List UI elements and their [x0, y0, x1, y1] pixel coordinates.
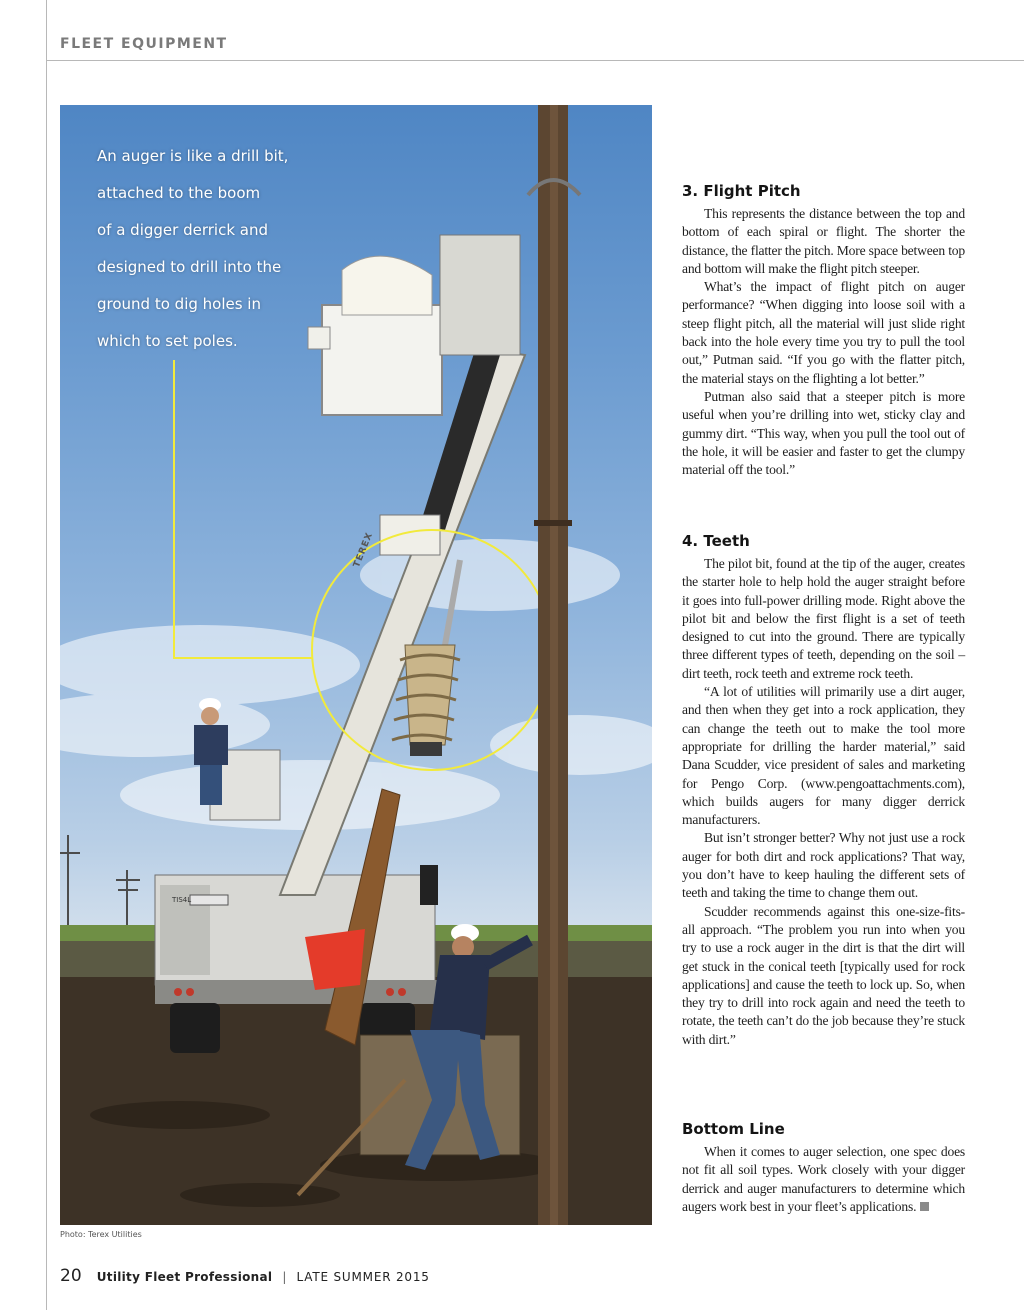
caption-line: which to set poles.: [97, 332, 238, 350]
paragraph: The pilot bit, found at the tip of the auger, creates the starter hole to help hold the auger straight before it goes into full-power drilling mode. Right above the pilot bit and below the first flight is a set of teeth designed to cut into the ground. There are typically three different types of teeth, depending on the soil – dirt teeth, rock teeth and extreme rock teeth.: [682, 556, 965, 681]
photo-credit: Photo: Terex Utilities: [60, 1230, 142, 1239]
truck-plate: TIS4L: [172, 896, 192, 904]
callout-leader-line: [174, 360, 312, 658]
paragraph-text: When it comes to auger selection, one spec does not fit all soil types. Work closely with your digger derrick and auger manufacturers to determine which augers work best in your fleet’s applications.: [682, 1144, 965, 1214]
heading-teeth: 4. Teeth: [682, 532, 750, 550]
caption-line: of a digger derrick and: [97, 221, 268, 239]
caption-line: attached to the boom: [97, 184, 261, 202]
heading-flight-pitch: 3. Flight Pitch: [682, 182, 801, 200]
boom-brand-text: TEREX: [352, 530, 376, 570]
footer-separator: |: [282, 1270, 287, 1284]
paragraph: But isn’t stronger better? Why not just use a rock auger for both dirt and rock applications? That way, you don’t have to keep hauling the different sets of teeth and taking the time to change them out.: [682, 830, 965, 901]
paragraph: “A lot of utilities will primarily use a dirt auger, and then when they get into a rock application, they can change the teeth out to make the tool more appropriate for drilling the harder material,” said Dana Scudder, vice president of sales and marketing for Pengo Corp. (www.pengoattachments.com), which builds augers for many digger derrick manufacturers.: [682, 684, 965, 828]
red-flag: [305, 929, 365, 990]
section-teeth: [682, 531, 965, 1049]
bucket-cover: [342, 256, 432, 315]
caption-line: An auger is like a drill bit,: [97, 147, 289, 165]
page-footer: [60, 1266, 430, 1286]
section-label: FLEET EQUIPMENT: [60, 36, 228, 52]
page-number: 20: [60, 1266, 82, 1286]
utility-poles-background: [60, 835, 140, 937]
paragraph: Putman also said that a steeper pitch is more useful when you’re drilling into wet, sticky clay and gummy dirt. “This way, when you pull the tool out of the hole, it will be easier and faster to get the clumpy material off the tool.”: [682, 388, 965, 478]
photo-caption: [97, 138, 347, 360]
end-of-article-square-icon: [920, 1202, 929, 1211]
heading-bottom-line: Bottom Line: [682, 1120, 785, 1138]
boom-tip: [440, 235, 520, 355]
header-rule: [46, 60, 1024, 61]
section-flight-pitch: [682, 181, 965, 479]
issue-date: LATE SUMMER 2015: [296, 1270, 430, 1284]
magazine-title: Utility Fleet Professional: [96, 1270, 273, 1284]
paragraph: What’s the impact of flight pitch on auger performance? “When digging into loose soil with a steep flight pitch, all the material will just slide right back into the hole every time you try to pull the tool out,” Putman said. “If you go with the flatter pitch, the material stays on the flighting a lot better.”: [682, 279, 965, 386]
boom-bracket: [380, 515, 440, 555]
article-photo: [60, 105, 652, 1225]
caption-line: ground to dig holes in: [97, 295, 261, 313]
caption-line: designed to drill into the: [97, 258, 282, 276]
page-vertical-rule: [46, 0, 47, 1310]
section-bottom-line: [682, 1119, 965, 1216]
paragraph: This represents the distance between the top and bottom of each spiral or flight. The shorter the distance, the flatter the pitch. More space between top and bottom will make the flight pitch steeper.: [682, 206, 965, 276]
paragraph-final: [682, 1143, 965, 1216]
paragraph: Scudder recommends against this one-size-fits-all approach. “The problem you run into when you try to use a rock auger in the dirt is that the dirt will get stuck in the conical teeth [typically used for rock applications] and cause the teeth to lock up. So, when they try to drill into rock again and need the teeth to rotate, the teeth can’t do the job because they’re stuck with dirt.”: [682, 903, 965, 1047]
